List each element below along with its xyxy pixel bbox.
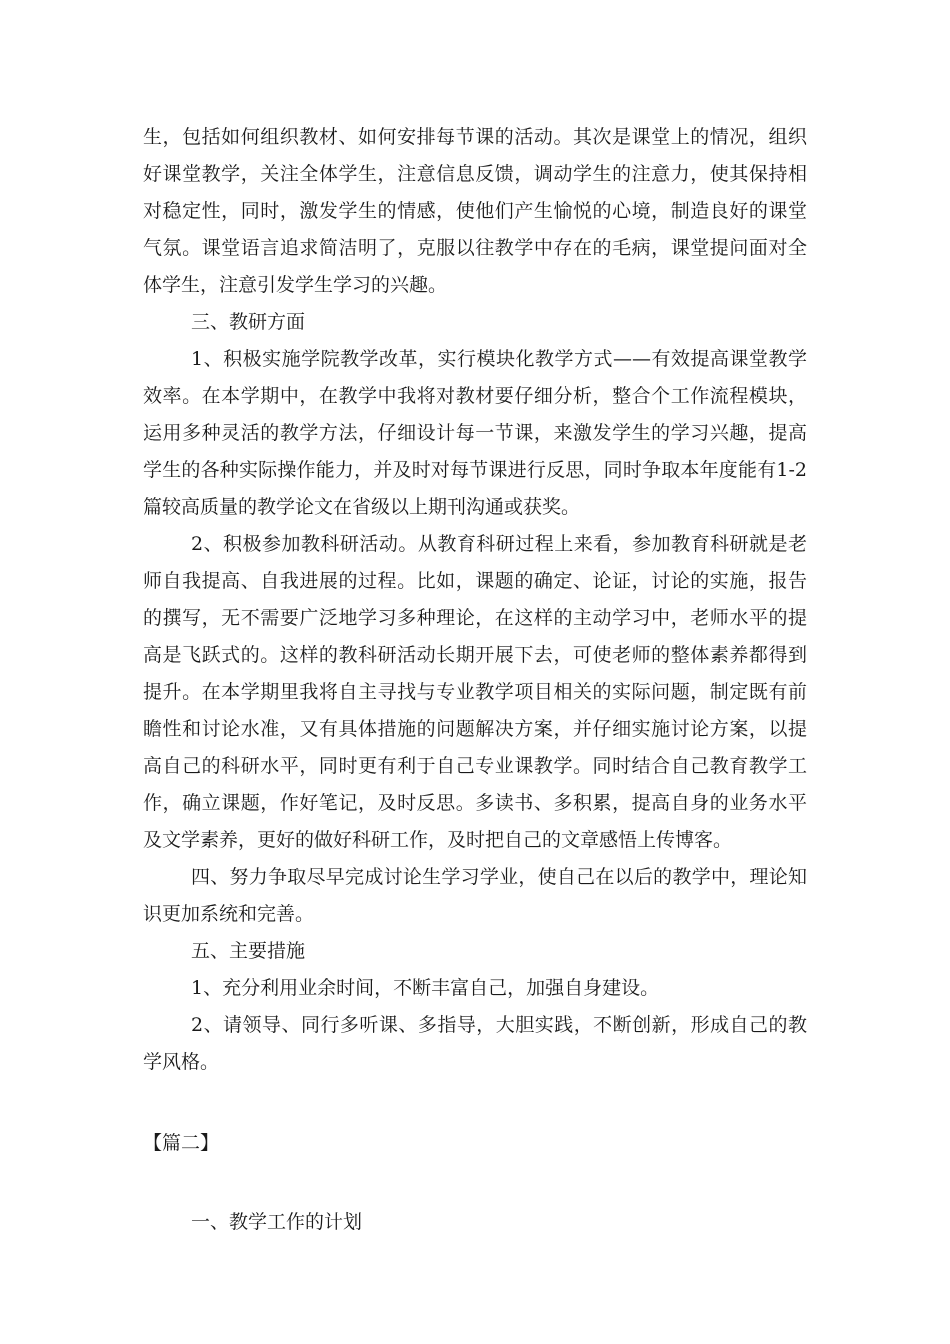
section-4-paragraph: 四、努力争取尽早完成讨论生学习学业，使自己在以后的教学中，理论知识更加系统和完善。 [143,866,807,925]
section-5-item-2: 2、请领导、同行多听课、多指导，大胆实践，不断创新，形成自己的教学风格。 [143,1014,807,1073]
part-2-section-1-heading: 一、教学工作的计划 [191,1211,363,1233]
section-3-heading: 三、教研方面 [191,311,306,333]
section-3-item-2: 2、积极参加教科研活动。从教育科研过程上来看，参加教育科研就是老师自我提高、自我进展的过程。比如，课题的确定、论证，讨论的实施，报告的撰写，无不需要广泛地学习多种理论，在这样的主动学习中，老师水平的提高是飞跃式的。这样的教科研活动长期开展下去，可使老师的整体素养都得到提升。在本学期里我将自主寻找与专业教学项目相关的实际问题，制定既有前瞻性和讨论水准，又有具体措施的问题解决方案，并仔细实施讨论方案，以提高自己的科研水平，同时更有利于自己专业课教学。同时结合自己教育教学工作，确立课题，作好笔记，及时反思。多读书、多积累，提高自身的业务水平及文学素养，更好的做好科研工作，及时把自己的文章感悟上传博客。 [143,533,807,851]
section-5-heading: 五、主要措施 [191,940,306,962]
paragraph-continued: 生，包括如何组织教材、如何安排每节课的活动。其次是课堂上的情况，组织好课堂教学，关注全体学生，注意信息反馈，调动学生的注意力，使其保持相对稳定性，同时，激发学生的情感，使他们产生愉悦的心境，制造良好的课堂气氛。课堂语言追求简洁明了，克服以往教学中存在的毛病，课堂提问面对全体学生，注意引发学生学习的兴趣。 [143,126,807,296]
section-3-item-1: 1、积极实施学院教学改革，实行模块化教学方式——有效提高课堂教学效率。在本学期中，在教学中我将对教材要仔细分析，整合个工作流程模块，运用多种灵活的教学方法，仔细设计每一节课，来激发学生的学习兴趣，提高学生的各种实际操作能力，并及时对每节课进行反思，同时争取本年度能有1-2篇较高质量的教学论文在省级以上期刊沟通或获奖。 [143,348,807,518]
document-page [143,119,807,1241]
section-5-item-1: 1、充分利用业余时间，不断丰富自己，加强自身建设。 [191,977,660,999]
part-2-title: 【篇二】 [143,1132,220,1154]
